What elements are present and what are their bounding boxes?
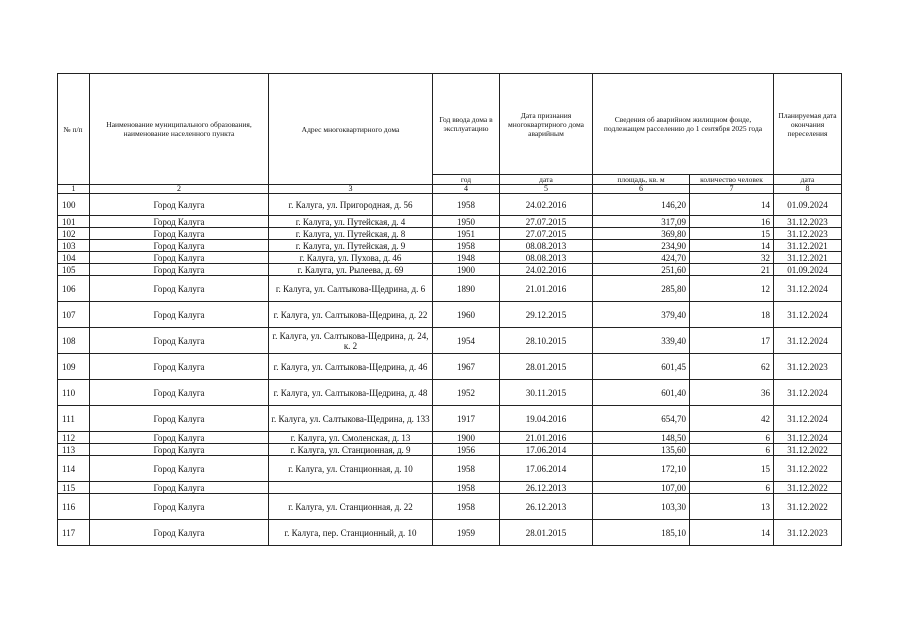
area-cell: 601,40 bbox=[593, 380, 690, 406]
area-cell: 339,40 bbox=[593, 328, 690, 354]
column-number: 4 bbox=[433, 185, 500, 194]
address-cell: г. Калуга, ул. Путейская, д. 9 bbox=[269, 240, 433, 252]
year-cell: 1900 bbox=[433, 432, 500, 444]
area-cell: 185,10 bbox=[593, 520, 690, 546]
date-cell: 28.01.2015 bbox=[500, 520, 593, 546]
row-number: 106 bbox=[58, 276, 90, 302]
end-date-cell: 01.09.2024 bbox=[774, 194, 842, 216]
area-cell: 317,09 bbox=[593, 216, 690, 228]
date-cell: 26.12.2013 bbox=[500, 482, 593, 494]
end-date-cell: 31.12.2024 bbox=[774, 276, 842, 302]
people-cell: 6 bbox=[690, 444, 774, 456]
municipality-cell: Город Калуга bbox=[90, 444, 269, 456]
year-cell: 1958 bbox=[433, 494, 500, 520]
end-date-cell: 31.12.2024 bbox=[774, 380, 842, 406]
year-cell: 1958 bbox=[433, 482, 500, 494]
people-cell: 16 bbox=[690, 216, 774, 228]
year-cell: 1917 bbox=[433, 406, 500, 432]
resettlement-table bbox=[57, 73, 842, 546]
people-cell: 62 bbox=[690, 354, 774, 380]
municipality-cell: Город Калуга bbox=[90, 520, 269, 546]
date-cell: 17.06.2014 bbox=[500, 456, 593, 482]
municipality-cell: Город Калуга bbox=[90, 432, 269, 444]
row-number: 110 bbox=[58, 380, 90, 406]
date-cell: 27.07.2015 bbox=[500, 228, 593, 240]
date-cell: 17.06.2014 bbox=[500, 444, 593, 456]
row-number: 117 bbox=[58, 520, 90, 546]
header-num: № п/п bbox=[58, 74, 90, 185]
date-cell: 28.01.2015 bbox=[500, 354, 593, 380]
table-row bbox=[58, 494, 842, 520]
municipality-cell: Город Калуга bbox=[90, 482, 269, 494]
table-row bbox=[58, 482, 842, 494]
subheader-end: дата bbox=[774, 175, 842, 185]
date-cell: 08.08.2013 bbox=[500, 252, 593, 264]
end-date-cell: 31.12.2021 bbox=[774, 240, 842, 252]
people-cell: 6 bbox=[690, 432, 774, 444]
people-cell: 36 bbox=[690, 380, 774, 406]
column-number: 8 bbox=[774, 185, 842, 194]
table-row bbox=[58, 432, 842, 444]
date-cell: 29.12.2015 bbox=[500, 302, 593, 328]
area-cell: 234,90 bbox=[593, 240, 690, 252]
column-number: 6 bbox=[593, 185, 690, 194]
year-cell: 1958 bbox=[433, 240, 500, 252]
row-number: 101 bbox=[58, 216, 90, 228]
area-cell: 172,10 bbox=[593, 456, 690, 482]
table-row bbox=[58, 406, 842, 432]
header-name: Наименование муниципального образования, наименование населенного пункта bbox=[90, 74, 269, 185]
subheader-area: площадь, кв. м bbox=[593, 175, 690, 185]
people-cell: 21 bbox=[690, 264, 774, 276]
address-cell bbox=[269, 482, 433, 494]
area-cell: 135,60 bbox=[593, 444, 690, 456]
header-end: Планируемая дата окончания переселения bbox=[774, 74, 842, 175]
end-date-cell: 31.12.2022 bbox=[774, 482, 842, 494]
table-row bbox=[58, 444, 842, 456]
municipality-cell: Город Калуга bbox=[90, 228, 269, 240]
municipality-cell: Город Калуга bbox=[90, 302, 269, 328]
end-date-cell: 31.12.2023 bbox=[774, 228, 842, 240]
table-row bbox=[58, 276, 842, 302]
table-row bbox=[58, 456, 842, 482]
area-cell: 148,50 bbox=[593, 432, 690, 444]
people-cell: 18 bbox=[690, 302, 774, 328]
address-cell: г. Калуга, ул. Салтыкова-Щедрина, д. 6 bbox=[269, 276, 433, 302]
area-cell: 107,00 bbox=[593, 482, 690, 494]
subheader-year: год bbox=[433, 175, 500, 185]
date-cell: 21.01.2016 bbox=[500, 432, 593, 444]
address-cell: г. Калуга, ул. Пухова, д. 46 bbox=[269, 252, 433, 264]
area-cell: 424,70 bbox=[593, 252, 690, 264]
table-row bbox=[58, 194, 842, 216]
municipality-cell: Город Калуга bbox=[90, 328, 269, 354]
column-number-row bbox=[58, 185, 842, 194]
area-cell: 146,20 bbox=[593, 194, 690, 216]
address-cell: г. Калуга, ул. Станционная, д. 22 bbox=[269, 494, 433, 520]
year-cell: 1958 bbox=[433, 456, 500, 482]
end-date-cell: 31.12.2023 bbox=[774, 216, 842, 228]
row-number: 113 bbox=[58, 444, 90, 456]
row-number: 109 bbox=[58, 354, 90, 380]
year-cell: 1967 bbox=[433, 354, 500, 380]
end-date-cell: 31.12.2022 bbox=[774, 444, 842, 456]
table-row bbox=[58, 228, 842, 240]
end-date-cell: 31.12.2024 bbox=[774, 406, 842, 432]
table-row bbox=[58, 264, 842, 276]
row-number: 111 bbox=[58, 406, 90, 432]
table-row bbox=[58, 328, 842, 354]
row-number: 108 bbox=[58, 328, 90, 354]
column-number: 2 bbox=[90, 185, 269, 194]
subheader-date: дата bbox=[500, 175, 593, 185]
municipality-cell: Город Калуга bbox=[90, 240, 269, 252]
end-date-cell: 31.12.2023 bbox=[774, 520, 842, 546]
date-cell: 19.04.2016 bbox=[500, 406, 593, 432]
year-cell: 1948 bbox=[433, 252, 500, 264]
municipality-cell: Город Калуга bbox=[90, 276, 269, 302]
address-cell: г. Калуга, пер. Станционный, д. 10 bbox=[269, 520, 433, 546]
column-number: 1 bbox=[58, 185, 90, 194]
column-number: 5 bbox=[500, 185, 593, 194]
area-cell: 601,45 bbox=[593, 354, 690, 380]
address-cell: г. Калуга, ул. Салтыкова-Щедрина, д. 22 bbox=[269, 302, 433, 328]
area-cell: 379,40 bbox=[593, 302, 690, 328]
end-date-cell: 31.12.2024 bbox=[774, 432, 842, 444]
header-info: Сведения об аварийном жилищном фонде, подлежащем расселению до 1 сентября 2025 года bbox=[593, 74, 774, 175]
address-cell: г. Калуга, ул. Станционная, д. 10 bbox=[269, 456, 433, 482]
municipality-cell: Город Калуга bbox=[90, 406, 269, 432]
municipality-cell: Город Калуга bbox=[90, 354, 269, 380]
end-date-cell: 31.12.2021 bbox=[774, 252, 842, 264]
people-cell: 17 bbox=[690, 328, 774, 354]
end-date-cell: 31.12.2024 bbox=[774, 328, 842, 354]
people-cell: 15 bbox=[690, 228, 774, 240]
row-number: 102 bbox=[58, 228, 90, 240]
municipality-cell: Город Калуга bbox=[90, 194, 269, 216]
end-date-cell: 01.09.2024 bbox=[774, 264, 842, 276]
row-number: 103 bbox=[58, 240, 90, 252]
end-date-cell: 31.12.2023 bbox=[774, 354, 842, 380]
date-cell: 24.02.2016 bbox=[500, 264, 593, 276]
date-cell: 24.02.2016 bbox=[500, 194, 593, 216]
year-cell: 1890 bbox=[433, 276, 500, 302]
area-cell: 285,80 bbox=[593, 276, 690, 302]
table-row bbox=[58, 354, 842, 380]
municipality-cell: Город Калуга bbox=[90, 264, 269, 276]
people-cell: 15 bbox=[690, 456, 774, 482]
row-number: 104 bbox=[58, 252, 90, 264]
address-cell: г. Калуга, ул. Салтыкова-Щедрина, д. 46 bbox=[269, 354, 433, 380]
row-number: 115 bbox=[58, 482, 90, 494]
header-address: Адрес многоквартирного дома bbox=[269, 74, 433, 185]
year-cell: 1952 bbox=[433, 380, 500, 406]
column-number: 3 bbox=[269, 185, 433, 194]
people-cell: 14 bbox=[690, 240, 774, 252]
date-cell: 08.08.2013 bbox=[500, 240, 593, 252]
header-year: Год ввода дома в эксплуатацию bbox=[433, 74, 500, 175]
row-number: 112 bbox=[58, 432, 90, 444]
address-cell: г. Калуга, ул. Путейская, д. 4 bbox=[269, 216, 433, 228]
year-cell: 1950 bbox=[433, 216, 500, 228]
people-cell: 6 bbox=[690, 482, 774, 494]
subheader-people: количество человек bbox=[690, 175, 774, 185]
year-cell: 1954 bbox=[433, 328, 500, 354]
row-number: 116 bbox=[58, 494, 90, 520]
header-date: Дата признания многоквартирного дома аварийным bbox=[500, 74, 593, 175]
address-cell: г. Калуга, ул. Салтыкова-Щедрина, д. 133 bbox=[269, 406, 433, 432]
table-row bbox=[58, 380, 842, 406]
end-date-cell: 31.12.2024 bbox=[774, 302, 842, 328]
row-number: 114 bbox=[58, 456, 90, 482]
table-row bbox=[58, 240, 842, 252]
area-cell: 103,30 bbox=[593, 494, 690, 520]
year-cell: 1900 bbox=[433, 264, 500, 276]
address-cell: г. Калуга, ул. Смоленская, д. 13 bbox=[269, 432, 433, 444]
date-cell: 28.10.2015 bbox=[500, 328, 593, 354]
address-cell: г. Калуга, ул. Рылеева, д. 69 bbox=[269, 264, 433, 276]
date-cell: 30.11.2015 bbox=[500, 380, 593, 406]
row-number: 105 bbox=[58, 264, 90, 276]
people-cell: 42 bbox=[690, 406, 774, 432]
year-cell: 1958 bbox=[433, 194, 500, 216]
date-cell: 27.07.2015 bbox=[500, 216, 593, 228]
table-row bbox=[58, 520, 842, 546]
people-cell: 14 bbox=[690, 520, 774, 546]
area-cell: 654,70 bbox=[593, 406, 690, 432]
table-row bbox=[58, 216, 842, 228]
year-cell: 1960 bbox=[433, 302, 500, 328]
people-cell: 14 bbox=[690, 194, 774, 216]
row-number: 100 bbox=[58, 194, 90, 216]
year-cell: 1956 bbox=[433, 444, 500, 456]
table-row bbox=[58, 302, 842, 328]
municipality-cell: Город Калуга bbox=[90, 252, 269, 264]
document-page bbox=[57, 73, 842, 546]
people-cell: 32 bbox=[690, 252, 774, 264]
year-cell: 1959 bbox=[433, 520, 500, 546]
municipality-cell: Город Калуга bbox=[90, 380, 269, 406]
municipality-cell: Город Калуга bbox=[90, 494, 269, 520]
column-number: 7 bbox=[690, 185, 774, 194]
address-cell: г. Калуга, ул. Салтыкова-Щедрина, д. 24, к. 2 bbox=[269, 328, 433, 354]
address-cell: г. Калуга, ул. Салтыкова-Щедрина, д. 48 bbox=[269, 380, 433, 406]
date-cell: 21.01.2016 bbox=[500, 276, 593, 302]
municipality-cell: Город Калуга bbox=[90, 456, 269, 482]
table-row bbox=[58, 252, 842, 264]
address-cell: г. Калуга, ул. Станционная, д. 9 bbox=[269, 444, 433, 456]
end-date-cell: 31.12.2022 bbox=[774, 494, 842, 520]
address-cell: г. Калуга, ул. Путейская, д. 8 bbox=[269, 228, 433, 240]
people-cell: 12 bbox=[690, 276, 774, 302]
year-cell: 1951 bbox=[433, 228, 500, 240]
header-row bbox=[58, 74, 842, 175]
people-cell: 13 bbox=[690, 494, 774, 520]
area-cell: 251,60 bbox=[593, 264, 690, 276]
address-cell: г. Калуга, ул. Пригородная, д. 56 bbox=[269, 194, 433, 216]
date-cell: 26.12.2013 bbox=[500, 494, 593, 520]
municipality-cell: Город Калуга bbox=[90, 216, 269, 228]
row-number: 107 bbox=[58, 302, 90, 328]
area-cell: 369,80 bbox=[593, 228, 690, 240]
end-date-cell: 31.12.2022 bbox=[774, 456, 842, 482]
